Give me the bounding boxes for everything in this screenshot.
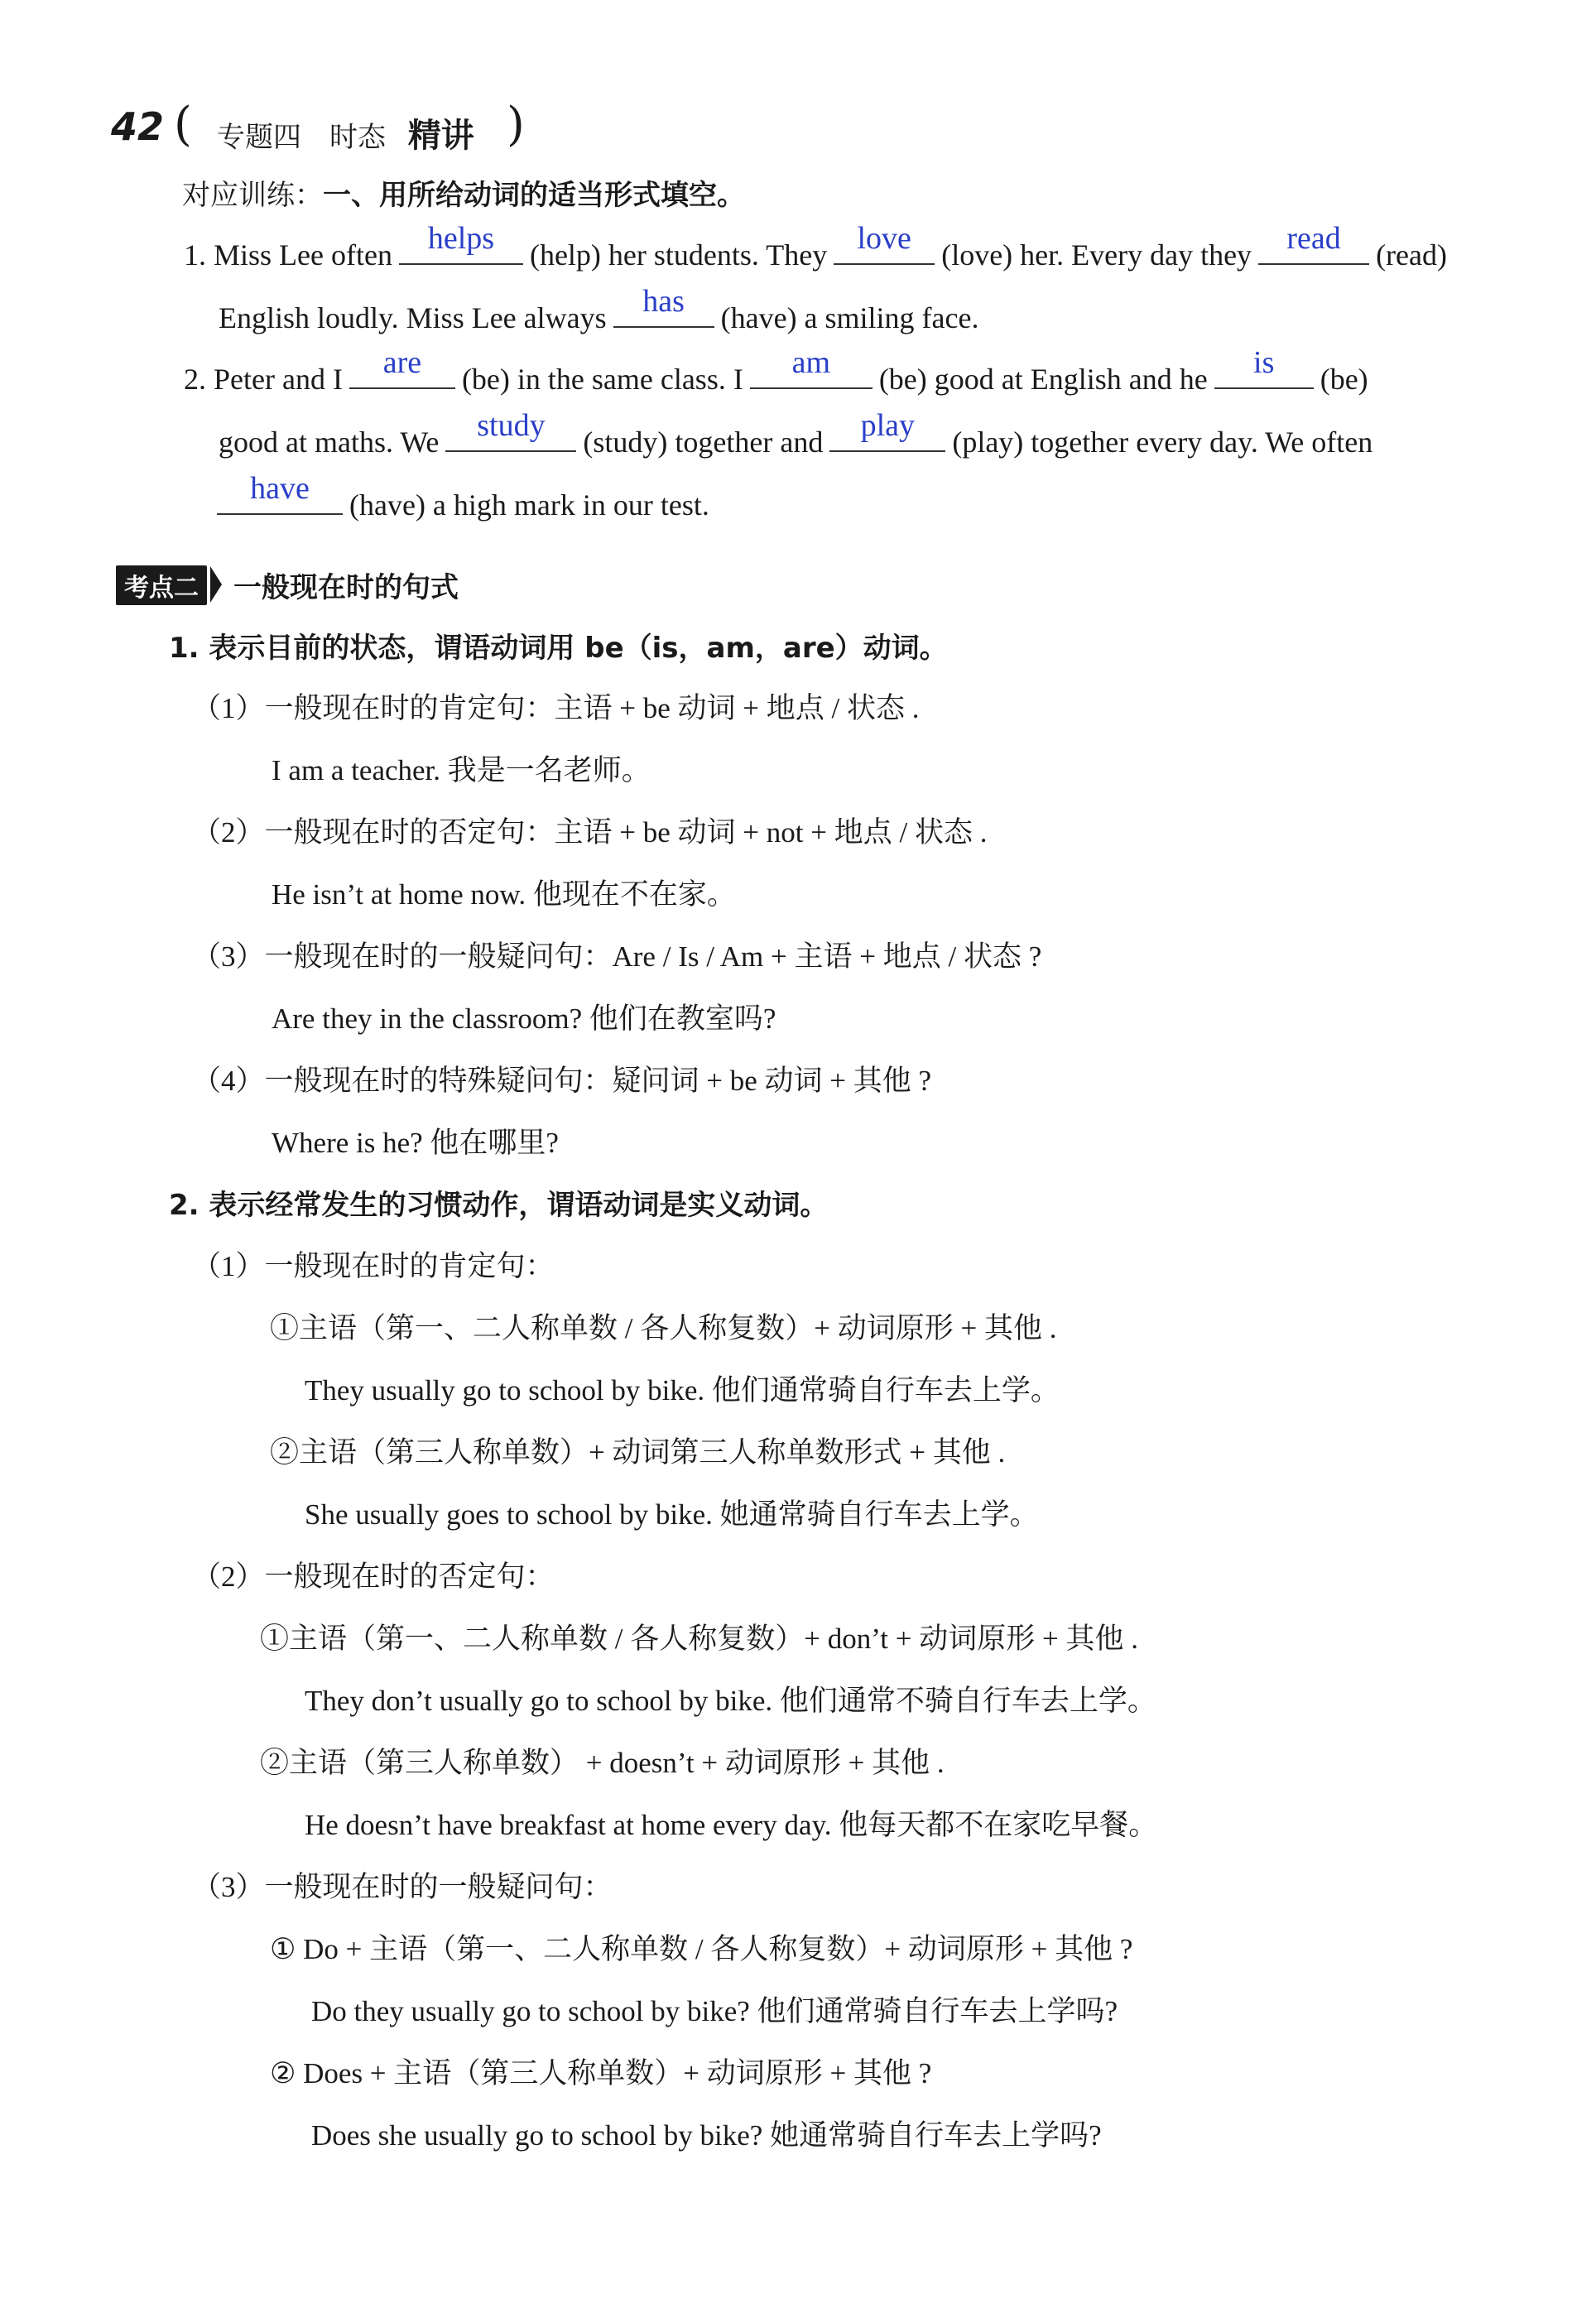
q1-blank-3 (1258, 221, 1369, 265)
rule-2-item-2: （2）一般现在时的否定句： (192, 1560, 555, 1593)
page-number: 42 (111, 104, 165, 149)
q2-line-3 (217, 471, 709, 522)
q2-blank-4 (445, 408, 576, 452)
q2-text-b: (be) in the same class. I (461, 363, 743, 396)
rule-1-example-2: He isn’t at home now. 他现在不在家。 (272, 878, 736, 911)
q2-blank-2 (750, 345, 873, 389)
rule-2-item-2-sub-1: ①主语（第一、二人称单数 / 各人称复数）+ don’t + 动词原形 + 其他 . (260, 1623, 1138, 1655)
q2-line-2 (219, 408, 1373, 459)
q1-text-a: 1. Miss Lee often (184, 238, 392, 272)
q1-answer-3: read (1286, 221, 1341, 256)
header-bracket-right: ) (507, 98, 525, 151)
q1-answer-2: love (857, 221, 911, 256)
q2-answer-6: have (250, 471, 310, 506)
rule-1-item-4: （4）一般现在时的特殊疑问句：疑问词 + be 动词 + 其他 ? (192, 1065, 932, 1097)
q2-blank-1 (349, 345, 455, 389)
section-badge: 考点二 (116, 565, 207, 605)
exercise-title (182, 172, 745, 213)
q2-text-d: (be) (1320, 363, 1368, 396)
rule-2-example-4: He doesn’t have breakfast at home every day. 他每天都不在家吃早餐。 (305, 1809, 1158, 1841)
q1-text-f: (have) a smiling face. (720, 301, 979, 334)
q2-text-g: (play) together every day. We often (952, 426, 1373, 459)
q1-answer-4: has (642, 284, 685, 319)
exercise-title-text: 一、用所给动词的适当形式填空。 (323, 179, 745, 212)
q1-blank-4 (613, 284, 714, 328)
rule-2-example-5: Do they usually go to school by bike? 他们通常骑自行车去上学吗? (311, 1995, 1118, 2027)
q2-answer-5: play (860, 408, 916, 443)
header-bracket-left: ( (174, 98, 192, 151)
q1-text-b: (help) her students. They (529, 238, 828, 272)
q2-blank-3 (1214, 345, 1314, 389)
rule-2-item-1-sub-2: ②主语（第三人称单数）+ 动词第三人称单数形式 + 其他 . (270, 1436, 1006, 1469)
q2-blank-5 (829, 408, 945, 452)
q1-answer-1: helps (427, 221, 495, 256)
rule-2-example-6: Does she usually go to school by bike? 她通常骑自行车去上学吗? (311, 2119, 1102, 2152)
q2-text-f: (study) together and (583, 426, 824, 459)
q2-text-e: good at maths. We (219, 426, 440, 459)
q1-text-d: (read) (1376, 238, 1447, 272)
rule-2-item-1-sub-1: ①主语（第一、二人称单数 / 各人称复数）+ 动词原形 + 其他 . (270, 1312, 1057, 1344)
q1-text-c: (love) her. Every day they (941, 238, 1252, 272)
section-title: 一般现在时的句式 (233, 571, 459, 604)
rule-2-example-1: They usually go to school by bike. 他们通常骑自行车去上学。 (305, 1374, 1060, 1407)
rule-2-example-3: They don’t usually go to school by bike. 他们通常不骑自行车去上学。 (305, 1685, 1156, 1717)
rule-2-example-2: She usually goes to school by bike. 她通常骑自行车去上学。 (305, 1498, 1039, 1531)
rule-1-item-3: （3）一般现在时的一般疑问句：Are / Is / Am + 主语 + 地点 / 状态 ? (192, 940, 1042, 973)
rule-2-item-3-sub-1: ① Do + 主语（第一、二人称单数 / 各人称复数）+ 动词原形 + 其他 ? (270, 1933, 1133, 1965)
header-topic-wrap (217, 109, 474, 156)
exercise-title-prefix: 对应训练： (182, 179, 323, 212)
q1-line-2 (219, 284, 979, 335)
q1-text-e: English loudly. Miss Lee always (219, 301, 607, 334)
rule-1-example-1: I am a teacher. 我是一名老师。 (272, 754, 651, 786)
rule-2-item-1: （1）一般现在时的肯定句： (192, 1250, 555, 1282)
header-tag: 精讲 (407, 116, 474, 155)
q2-blank-6 (217, 471, 343, 515)
rule-2-item-3: （3）一般现在时的一般疑问句： (192, 1871, 613, 1903)
header-topic: 专题四 时态 (217, 121, 386, 154)
rule-1-example-4: Where is he? 他在哪里? (272, 1127, 559, 1159)
q2-line-1 (184, 345, 1368, 397)
rule-2-item-2-sub-2: ②主语（第三人称单数） + doesn’t + 动词原形 + 其他 . (260, 1747, 945, 1779)
rule-2-item-3-sub-2: ② Does + 主语（第三人称单数）+ 动词原形 + 其他 ? (270, 2057, 932, 2089)
rule-1-heading: 1. 表示目前的状态，谓语动词用 be（is，am，are）动词。 (169, 632, 948, 665)
q1-blank-1 (399, 221, 523, 265)
q2-text-h: (have) a high mark in our test. (349, 488, 709, 522)
section-badge-arrow (210, 566, 222, 603)
rule-1-item-2: （2）一般现在时的否定句：主语 + be 动词 + not + 地点 / 状态 . (192, 816, 988, 849)
q1-blank-2 (834, 221, 935, 265)
rule-1-example-3: Are they in the classroom? 他们在教室吗? (272, 1003, 776, 1035)
q2-text-c: (be) good at English and he (878, 363, 1208, 396)
q2-text-a: 2. Peter and I (184, 363, 343, 396)
q2-answer-1: are (382, 345, 422, 380)
q2-answer-2: am (791, 345, 831, 380)
rule-1-item-1: （1）一般现在时的肯定句：主语 + be 动词 + 地点 / 状态 . (192, 692, 920, 724)
q2-answer-3: is (1253, 345, 1275, 380)
q2-answer-4: study (477, 408, 546, 443)
q1-line-1 (184, 221, 1447, 272)
rule-2-heading: 2. 表示经常发生的习惯动作，谓语动词是实义动词。 (169, 1189, 829, 1222)
